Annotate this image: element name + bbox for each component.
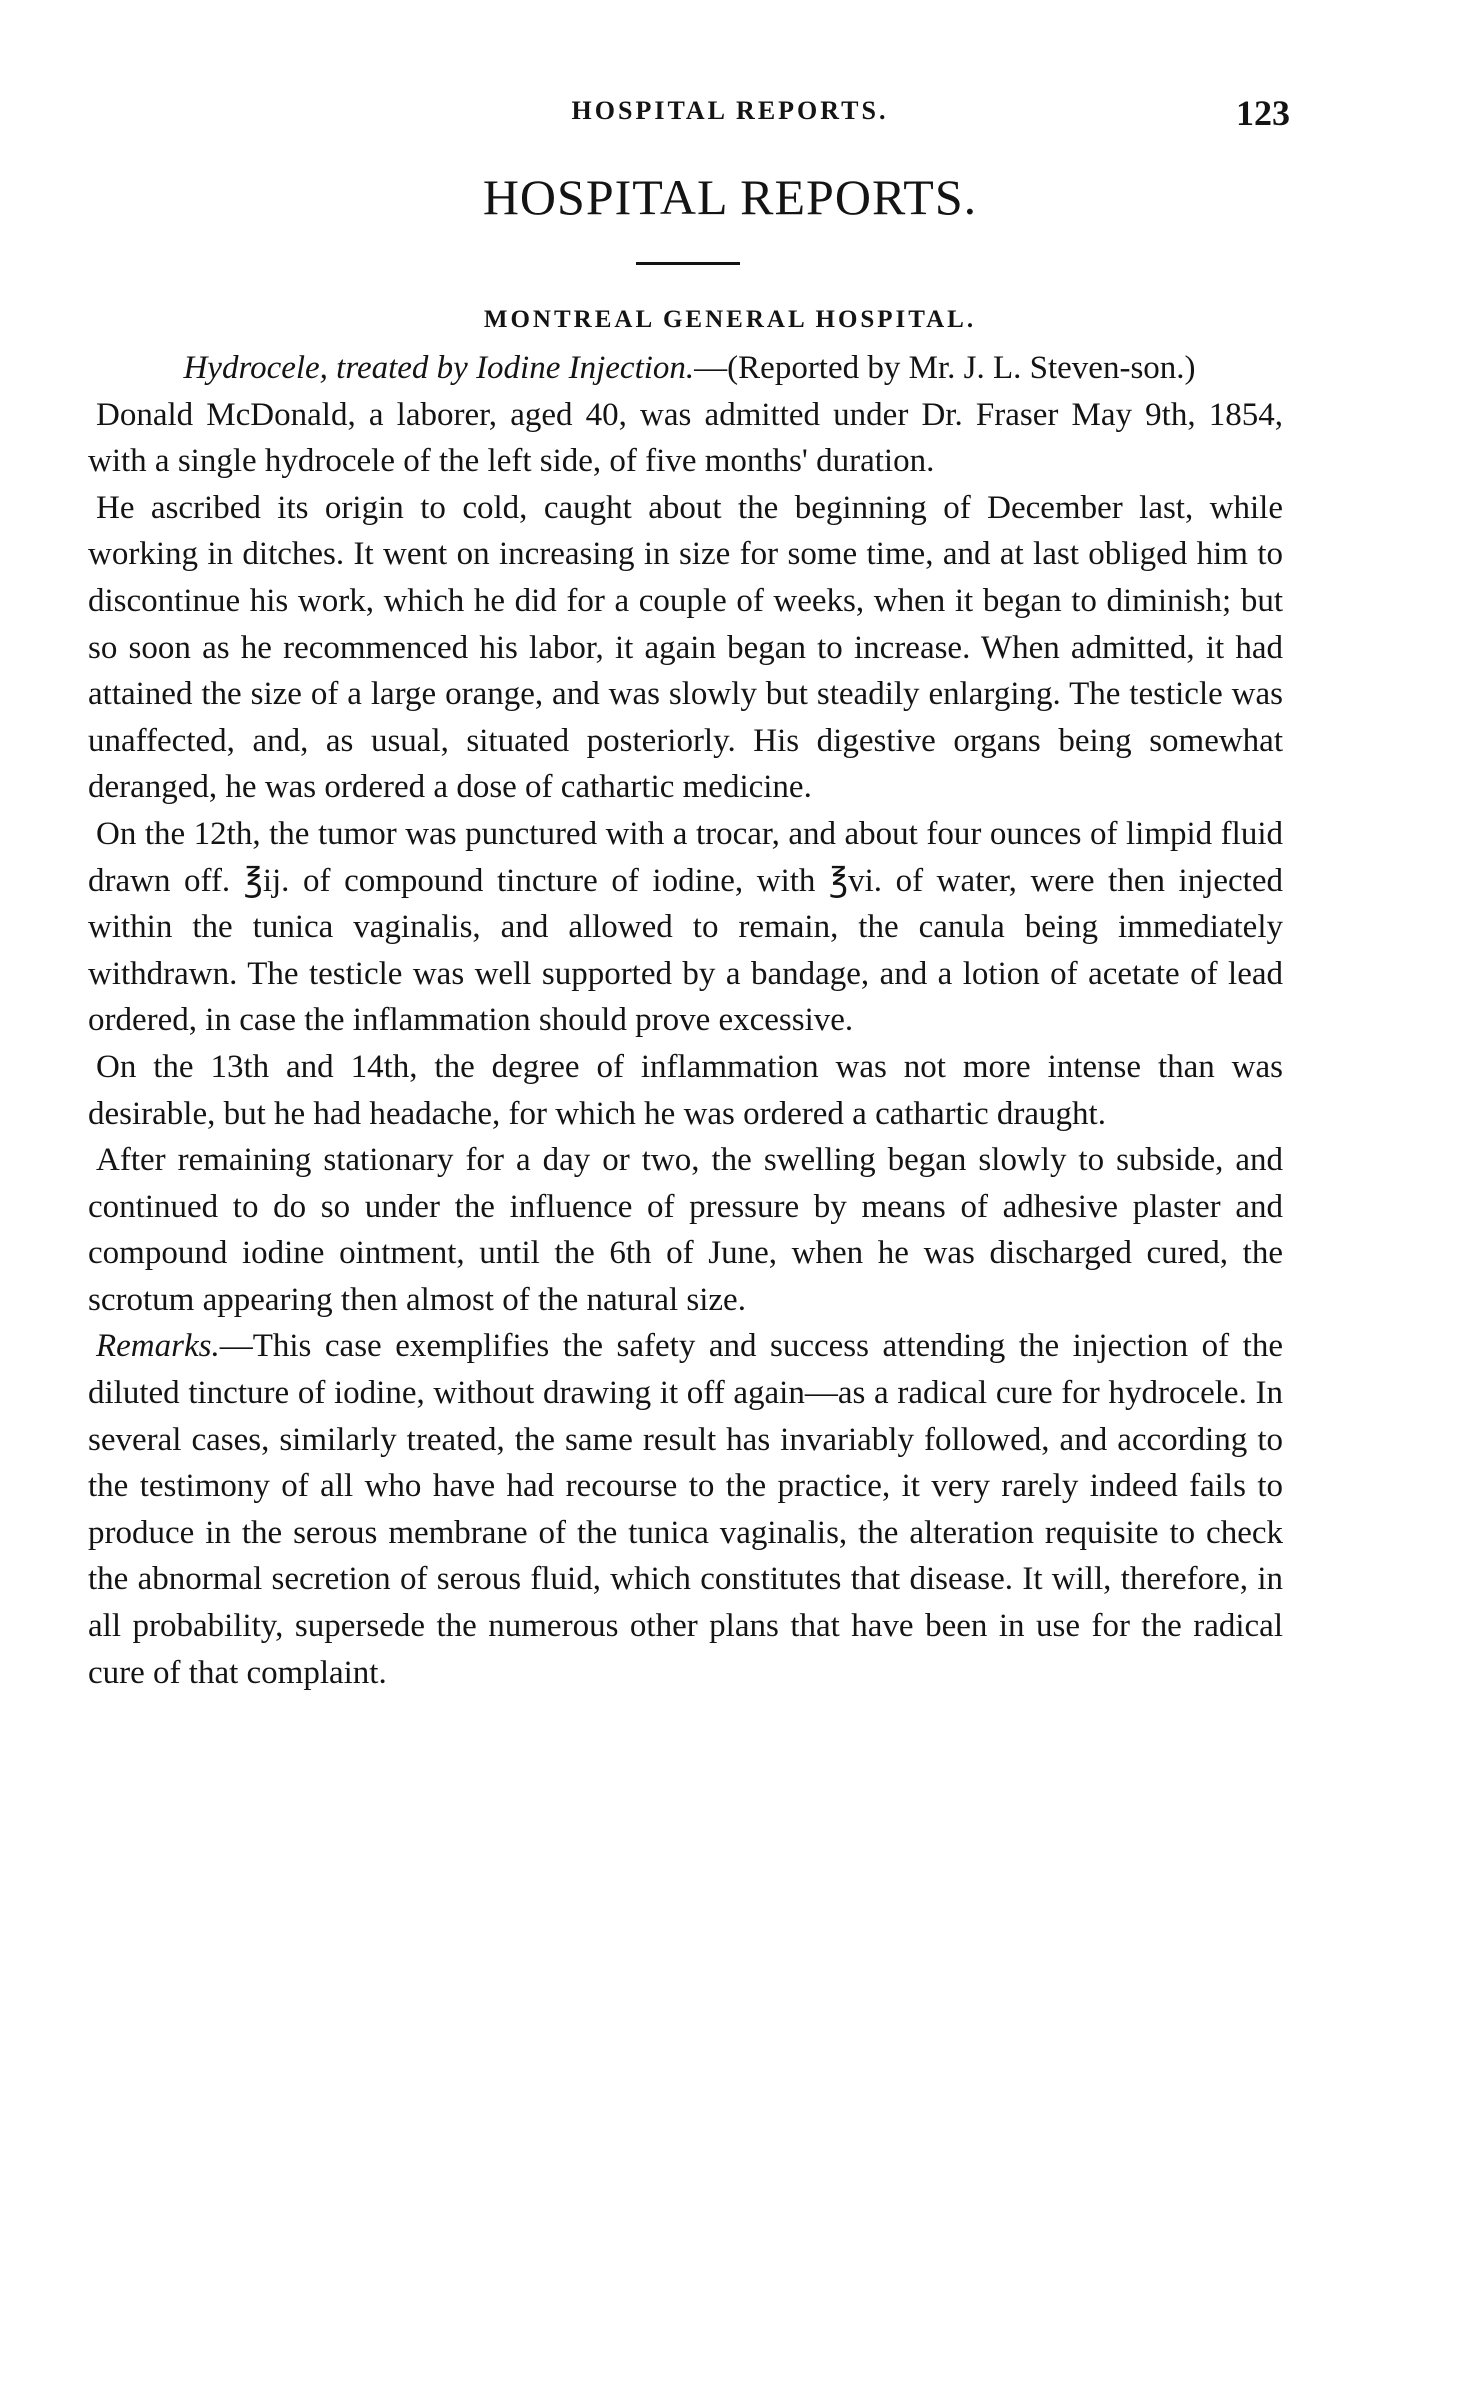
- section-heading: MONTREAL GENERAL HOSPITAL.: [483, 306, 977, 333]
- page-title: HOSPITAL REPORTS.: [482, 169, 978, 225]
- paragraph: On the 12th, the tumor was punctured with a trocar, and about four ounces of limpid fluid drawn off. ℥ij. of compound tincture of iodine, with ℥vi. of water, were then injected within the tunica vaginalis, and allowed to remain, the canula being immediately withdrawn. The testicle was well supported by a bandage, and a lotion of acetate of lead ordered, in case the inflammation should prove excessive.: [88, 815, 1283, 1039]
- remarks-paragraph: [88, 1323, 1283, 1696]
- paragraph: After remaining stationary for a day or two, the swelling began slowly to subside, and continued to do so under the influence of pressure by means of adhesive plaster and compound iodine ointment, until the 6th of June, when he was discharged cured, the scrotum appearing then almost of the natural size.: [88, 1142, 1283, 1318]
- article-body: [88, 345, 1283, 1696]
- paragraph: He ascribed its origin to cold, caught about the beginning of December last, while working in ditches. It went on increasing in size for some time, and at last obliged him to discontinue his work, which he did for a couple of weeks, when it began to diminish; but so soon as he recommenced his labor, it again began to increase. When admitted, it had attained the size of a large orange, and was slowly but steadily enlarging. The testicle was unaffected, and, as usual, situated posteriorly. His digestive organs being somewhat deranged, he was ordered a dose of cathartic medicine.: [88, 489, 1283, 806]
- remarks-text: —This case exemplifies the safety and success attending the injection of the diluted tincture of iodine, without drawing it off again—as a radical cure for hydrocele. In several cases, similarly treated, the same result has invariably followed, and according to the testimony of all who have had recourse to the practice, it very rarely indeed fails to produce in the serous membrane of the tunica vaginalis, the alteration requisite to check the abnormal secretion of serous fluid, which constitutes that disease. It will, therefore, in all probability, supersede the numerous other plans that have been in use for the radical cure of that complaint.: [88, 1328, 1283, 1691]
- remarks-label: Remarks.: [96, 1328, 220, 1365]
- running-header: [0, 92, 1460, 132]
- paragraph: On the 13th and 14th, the degree of inflammation was not more intense than was desirable, but he had headache, for which he was ordered a cathartic draught.: [88, 1048, 1283, 1132]
- case-title-italic: Hydrocele, treated by Iodine Injection.: [183, 350, 695, 386]
- title-divider: [636, 262, 740, 265]
- case-title-reporter: —(Reported by Mr. J. L. Steven-son.): [694, 350, 1196, 386]
- paragraph: Donald McDonald, a laborer, aged 40, was admitted under Dr. Fraser May 9th, 1854, with a single hydrocele of the left side, of five months' duration.: [88, 396, 1283, 480]
- case-title: [88, 345, 1283, 392]
- page-number: 123: [1236, 93, 1290, 133]
- running-title: HOSPITAL REPORTS.: [571, 96, 889, 125]
